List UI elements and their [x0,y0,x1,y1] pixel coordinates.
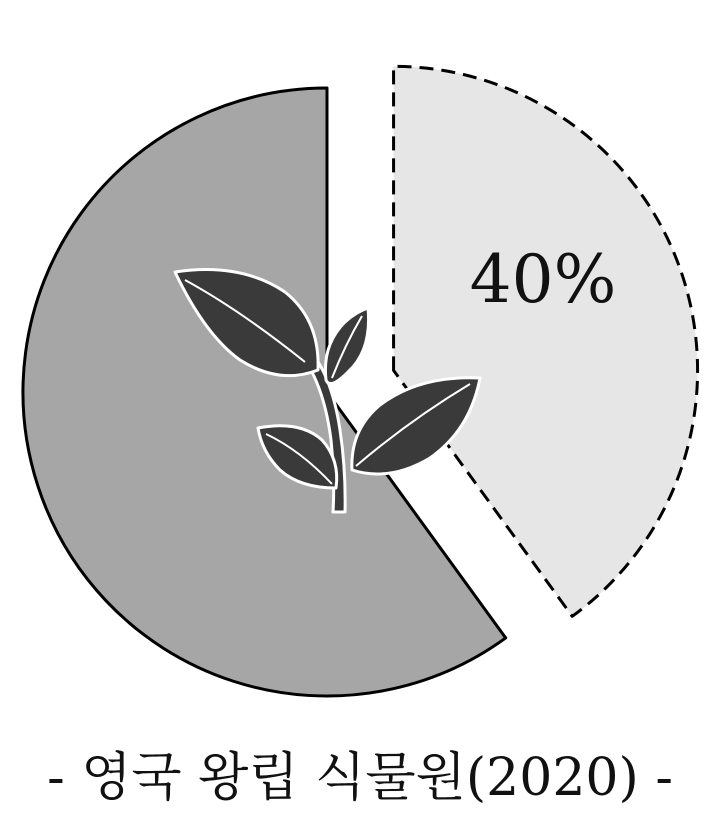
pie-slice-highlight [394,66,698,616]
slice-label-highlight: 40% [469,241,617,318]
source-caption: - 영국 왕립 식물원(2020) - [47,748,673,808]
pie-slices [23,66,698,696]
